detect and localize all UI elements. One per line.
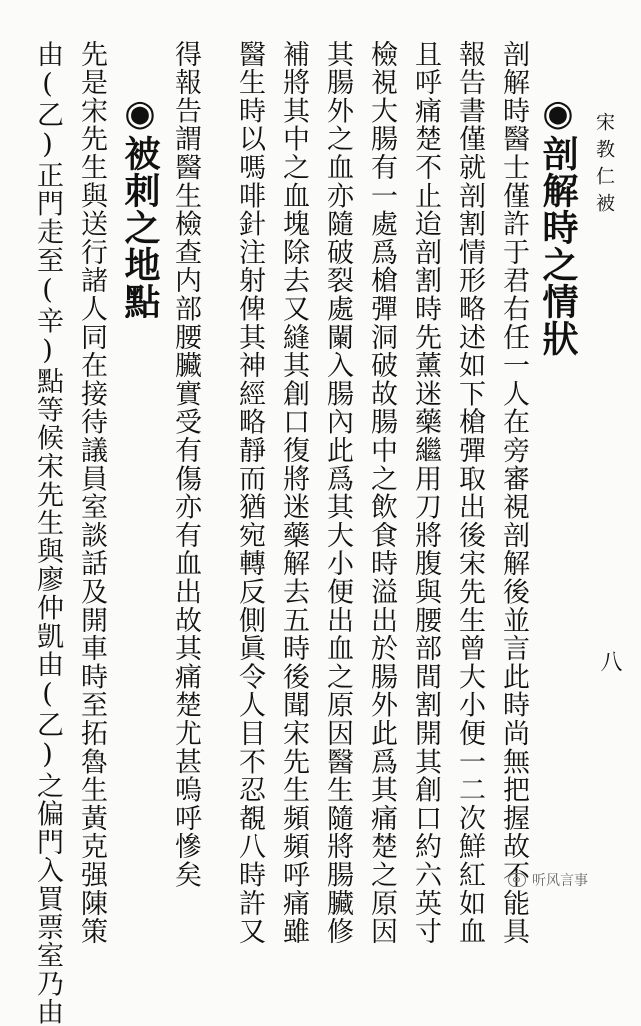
text-column: 其腸外之血亦隨破裂處闌入腸內此爲其大小便出血之原因醫生隨將腸臟修 bbox=[322, 40, 353, 946]
text-column: 先是宋先生與送行諸人同在接待議員室談話及開車時至拓魯生黃克强陳策 bbox=[76, 40, 107, 946]
text-column: 由(乙)正門走至(辛)點等候宋先生與廖仲凱由(乙)之偏門入買票室乃由 bbox=[32, 40, 63, 1026]
text-column: 報告書僅就剖割情形略述如下槍彈取出後宋先生曾大小便一二次鮮紅如血 bbox=[454, 40, 485, 946]
section-heading-location: ◉被刺之地點 bbox=[119, 92, 161, 320]
text-column: 補將其中之血塊除去又縫其創口復將迷藥解去五時後聞宋先生頻頻呼痛雖 bbox=[278, 40, 309, 946]
text-column: 檢視大腸有一處爲槍彈洞破故腸中之飲食時溢出於腸外此爲其痛楚之原因 bbox=[366, 40, 397, 946]
text-column: 且呼痛楚不止迨剖割時先薰迷藥繼用刀將腹與腰部間割開其創口約六英寸 bbox=[410, 40, 441, 946]
section-heading-autopsy: ◉剖解時之情狀 bbox=[537, 92, 579, 357]
text-column: 得報告謂醫生檢查内部腰臟實受有傷亦有血出故其痛楚尤甚嗚呼慘矣 bbox=[170, 40, 201, 889]
watermark-text: 听风言事 bbox=[532, 873, 588, 889]
page-number: 八 bbox=[597, 650, 622, 672]
header-title: 宋教仁被 bbox=[593, 112, 615, 220]
watermark bbox=[508, 870, 588, 890]
wechat-icon bbox=[508, 873, 526, 887]
text-column: 醫生時以嗎啡針注射俾其神經略靜而猶宛轉反側眞令人目不忍覩八時許又 bbox=[234, 40, 265, 946]
text-column: 剖解時醫士僅許于君右任一人在旁審視剖解後並言此時尚無把握故不能具 bbox=[498, 40, 529, 946]
